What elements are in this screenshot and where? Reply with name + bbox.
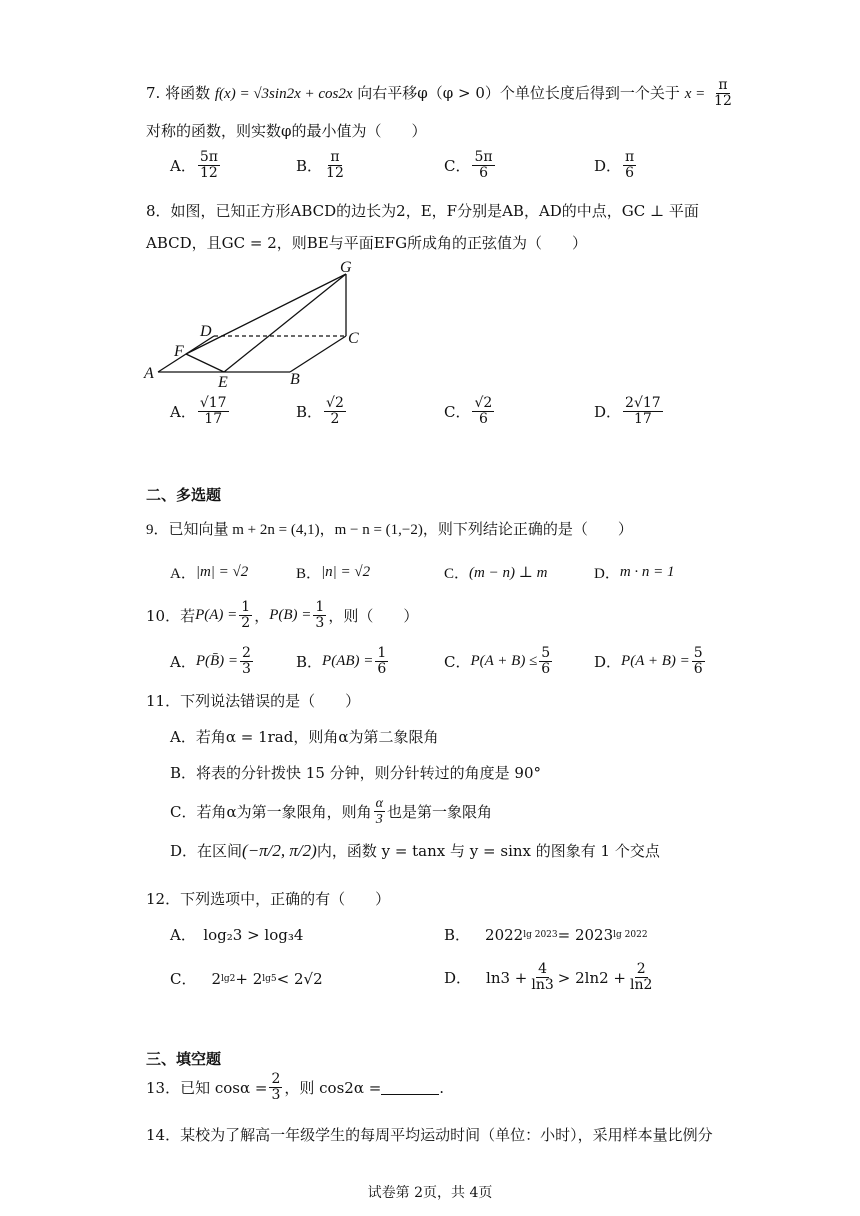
option-text: D．在区间: [170, 842, 243, 860]
option-text: P(B̄) =: [195, 653, 239, 670]
label-e: E: [218, 374, 228, 391]
option-fraction: $\frac{√2}{6}$: [474, 395, 493, 428]
option-fraction: $\frac{\pi}{6}$: [625, 149, 635, 182]
option-fraction: $\frac{2}{\ln 2}$: [630, 961, 653, 994]
q8-option-b: [296, 396, 348, 428]
q8-line1: [146, 200, 699, 221]
q7-number: 7.: [146, 83, 161, 102]
option-base: 2022: [485, 925, 524, 944]
edge-fe: [186, 354, 224, 372]
q10-pa-fraction: $\frac{1}{2}$: [241, 599, 251, 632]
q11-line: 11．下列说法错误的是（ ）: [146, 692, 361, 710]
q7-option-b: [296, 150, 348, 182]
option-label: D．: [594, 653, 622, 672]
q7-option-c: [444, 150, 497, 182]
q8-line2: ABCD，且GC = 2，则BE与平面EFG所成角的正弦值为（ ）: [146, 234, 588, 252]
q8-number: 8．: [146, 202, 171, 220]
option-text: (m − n) ⊥ m: [469, 565, 548, 581]
option-tail: < 2√2: [276, 969, 323, 988]
option-exponent: lg 2022: [613, 929, 648, 940]
q12-option-d: [444, 962, 656, 994]
q13-text2: ，则 cos2α =: [284, 1079, 382, 1098]
label-b: B: [290, 371, 300, 388]
option-text: P(AB) =: [322, 653, 374, 670]
label-f: F: [174, 343, 184, 360]
option-fraction: $\frac{√2}{2}$: [326, 395, 344, 428]
option-fraction: $\frac{\alpha}{3}$: [375, 796, 383, 828]
option-fraction: $\frac{√17}{17}$: [199, 395, 227, 428]
label-a: A: [144, 365, 154, 382]
option-fraction: $\frac{5\pi}{12}$: [199, 149, 218, 182]
q7-line1: [146, 78, 736, 110]
option-label: C．: [170, 970, 197, 988]
option-fraction: $\frac{5}{6}$: [693, 645, 703, 678]
option-fraction: $\frac{5}{6}$: [541, 645, 551, 678]
option-label: A．: [170, 653, 196, 672]
q10-option-a: [170, 646, 255, 678]
option-text: P(A + B) ≤: [470, 653, 538, 670]
q13-line: [146, 1072, 444, 1104]
q10-pa: P(A) =: [195, 607, 238, 624]
q13-text1: 13．已知 cosα =: [146, 1079, 268, 1098]
option-fraction: $\frac{5\pi}{6}$: [474, 149, 493, 182]
option-text: ln3 +: [486, 968, 528, 987]
q11-option-c: [170, 796, 492, 828]
q12-option-c: [170, 968, 323, 989]
q7-function: f(x) = √3sin2x + cos2x: [214, 85, 353, 102]
q9-option-d: [594, 562, 675, 583]
edge-eg: [224, 274, 346, 372]
option-text: |m| = √2: [195, 564, 249, 580]
q7-eq: x =: [684, 85, 706, 102]
q14-line: 14．某校为了解高一年级学生的每周平均运动时间（单位：小时），采用样本量比例分: [146, 1126, 713, 1144]
option-label: C．: [444, 566, 470, 582]
q10-option-c: [444, 646, 554, 678]
q12-option-b: [444, 924, 648, 945]
option-label: C．: [444, 653, 471, 672]
q7-fraction: $\frac{\pi}{12}$: [714, 77, 732, 110]
option-text: |n| = √2: [321, 564, 371, 580]
q7-text2: 向右平移φ（φ > 0）个单位长度后得到一个关于: [357, 83, 680, 102]
option-label: D．: [594, 566, 620, 582]
option-label: B．: [444, 926, 471, 944]
option-label: A．: [170, 403, 196, 422]
option-fraction: $\frac{4}{\ln 3}$: [531, 961, 554, 994]
q8-option-a: [170, 396, 231, 428]
option-exponent: lg2: [221, 973, 236, 984]
option-label: A．: [170, 566, 196, 582]
edge-bc: [290, 336, 346, 372]
q9-option-a: [170, 562, 248, 583]
q7-option-d: [594, 150, 638, 182]
option-interval: (−π/2, π/2): [242, 840, 317, 860]
q10-option-d: [594, 646, 707, 678]
option-label: B．: [296, 157, 323, 176]
q9-option-c: [444, 562, 547, 583]
option-mid: + 2: [235, 969, 263, 988]
option-fraction: $\frac{\pi}{12}$: [326, 149, 344, 182]
q11-option-b: B．将表的分针拨快 15 分钟，则分针转过的角度是 90°: [170, 764, 542, 782]
option-fraction: $\frac{2}{3}$: [242, 645, 251, 678]
option-text: P(A + B) =: [621, 653, 690, 670]
label-g: G: [340, 259, 352, 276]
option-label: A．: [170, 157, 196, 176]
q8-option-d: [594, 396, 665, 428]
option-label: D．: [594, 157, 622, 176]
q12-option-a: A． log₂3 > log₃4: [170, 926, 304, 944]
q8-text1: 如图，已知正方形ABCD的边长为2，E，F分别是AB，AD的中点，GC ⊥ 平面: [170, 202, 699, 220]
option-label: B．: [296, 566, 322, 582]
q11-option-a: A．若角α = 1rad，则角α为第二象限角: [170, 728, 439, 746]
q9-option-b: [296, 562, 370, 583]
page-footer: 试卷第 2页，共 4页: [367, 1185, 493, 1201]
option-fraction: $\frac{2√17}{17}$: [625, 395, 661, 428]
option-text: m · n = 1: [619, 564, 675, 580]
option-label: C．: [444, 157, 471, 176]
option-mid: = 2023: [557, 925, 614, 944]
q10-number: 10．若: [146, 607, 196, 626]
q13-fraction: $\frac{2}{3}$: [271, 1071, 281, 1104]
option-exponent: lg 2023: [523, 929, 558, 940]
answer-blank[interactable]: [381, 1080, 439, 1095]
q10-option-b: [296, 646, 390, 678]
option-text: C．若角α为第一象限角，则角: [170, 803, 372, 822]
q10-pb-fraction: $\frac{1}{3}$: [315, 599, 325, 632]
q10-tail: ，则（ ）: [328, 607, 419, 626]
edge-fg: [186, 274, 346, 354]
option-label: B．: [296, 403, 323, 422]
q7-option-a: [170, 150, 222, 182]
option-exponent: lg5: [262, 973, 277, 984]
q9-line: 9．已知向量 m + 2n = (4,1)，m − n = (1,−2)，则下列结论正确的是（ ）: [146, 522, 633, 538]
label-c: C: [348, 330, 359, 347]
option-text: > 2ln2 +: [557, 968, 626, 987]
section-multiple-choice: 二、多选题: [146, 486, 222, 504]
q12-line: 12．下列选项中，正确的有（ ）: [146, 890, 391, 908]
option-text-tail: 内，函数 y = tanx 与 y = sinx 的图象有 1 个交点: [316, 842, 660, 860]
q10-pb: P(B) =: [269, 607, 312, 624]
q8-option-c: [444, 396, 496, 428]
option-label: D．: [444, 969, 472, 988]
q13-end: .: [439, 1078, 445, 1097]
q10-line: 10．若 P(A) = $\frac{1}{2}$ ， P(B) = $\frac{1}{3}$ ，则（ ）: [146, 599, 419, 632]
option-label: B．: [296, 653, 323, 672]
option-base: 2: [211, 969, 222, 988]
label-d: D: [200, 323, 212, 340]
q8-geometry-figure: [140, 256, 370, 396]
option-text-tail: 也是第一象限角: [386, 803, 492, 822]
q7-text1: 将函数: [165, 83, 211, 102]
q7-line2: 对称的函数，则实数φ的最小值为（ ）: [146, 122, 427, 140]
q11-option-d: [170, 840, 660, 861]
option-fraction: $\frac{1}{6}$: [377, 645, 387, 678]
option-label: C．: [444, 403, 471, 422]
option-label: D．: [594, 403, 622, 422]
section-fill-in: 三、填空题: [146, 1050, 222, 1068]
